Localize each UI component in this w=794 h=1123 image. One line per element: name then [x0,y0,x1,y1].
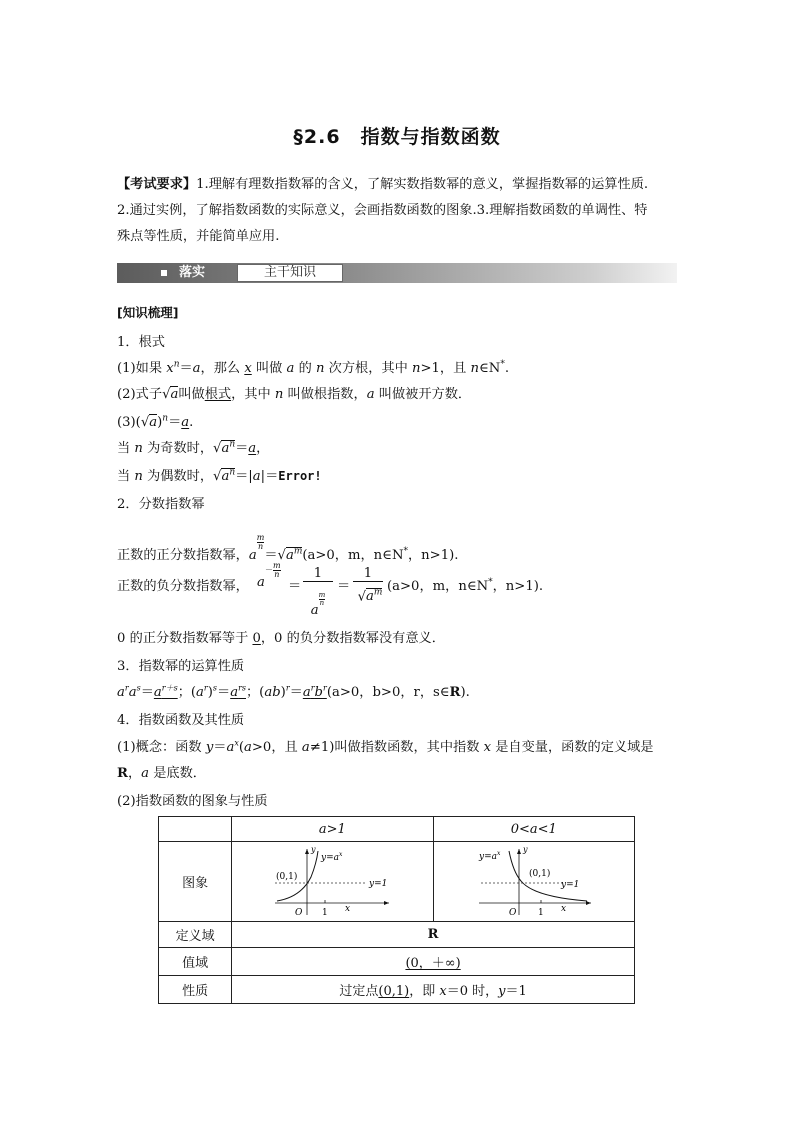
var: x [244,361,252,376]
var: a [248,548,257,563]
text: . [189,415,194,430]
text: (2)式子 [117,387,163,402]
s1-line5 [117,465,322,484]
var: a [365,589,374,605]
radical-sign-icon: √ [140,415,150,430]
axis-x-label: x [560,903,566,914]
text: 叫做 [178,387,205,402]
s2-line1 [117,534,458,563]
radical-sign-icon: √ [277,548,286,563]
var: n [162,413,169,424]
var: a [221,469,230,484]
var: a [128,685,137,700]
table-row-domain [159,922,635,948]
text: ＝ [168,415,182,430]
text: 过定点 [339,984,379,999]
text: ＝ [288,579,302,594]
var: n [315,361,325,376]
tick-label: 1 [322,907,329,918]
row-label-domain: 定义域 [159,922,232,948]
text: ＝ [217,685,231,700]
s2-heading: 2．分数指数幂 [117,497,205,512]
var: n [134,469,143,484]
var: n [319,599,325,607]
text: ∈N [479,361,501,376]
text: ) [157,415,163,430]
var: a [257,575,265,590]
var: y [498,984,506,999]
text: 叫做被开方数． [374,387,472,402]
knowledge-header: [知识梳理] [117,305,179,320]
curve-label: $y=a^x$ [321,850,343,863]
text: 的 [294,361,316,376]
point-label: (0,1) [528,868,551,879]
bold-R: R [449,685,461,700]
text: ，n>1). [407,548,459,563]
var: a [170,387,179,402]
table-row-graph [159,842,635,922]
var: a [286,361,295,376]
radical-sign-icon: √ [213,469,222,484]
s2-line2-condition [387,575,543,594]
var: x [234,738,239,748]
text: ＝0 时， [446,984,499,999]
var: n [411,361,421,376]
text: 是自变量，函数的定义域是 [491,740,654,755]
tick-label: 1 [537,907,544,918]
text: 为偶数时， [142,469,214,484]
text: |＝ [260,469,279,484]
text: ， [260,631,275,646]
var: a [230,685,239,700]
line-label: y=1 [369,878,388,889]
s1-line3 [117,411,193,430]
text: ＝ [140,685,154,700]
exam-requirements [117,172,682,250]
var: a [153,685,162,700]
var: a [252,469,261,484]
var: r [285,683,290,693]
curve-label: $y=a^x$ [478,849,501,862]
var: n [173,359,180,370]
y-axis-arrow-icon [517,849,521,854]
var: y [205,740,214,755]
text: ＝ [235,441,249,456]
text: (a>0，m，n∈N [302,548,404,563]
row-label-graph: 图象 [159,842,232,922]
page-title: §2.6 指数与指数函数 [293,126,501,148]
text: 次方根，其中 [324,361,412,376]
var: n [257,542,264,551]
range-value [232,948,635,976]
requirements-line1: 1.理解有理数指数幂的含义，了解实数指数幂的意义，掌握指数幂的运算性质. [196,177,649,192]
text: (1)如果 [117,361,167,376]
s4-graph-caption: (2)指数函数的图象与性质 [117,794,268,809]
increasing-exp-graph [267,845,397,919]
var: a [141,766,150,781]
col-header-a-gt-1 [232,817,433,842]
text: 正数的正分数指数幂， [117,548,249,563]
y-axis-arrow-icon [305,849,309,854]
x-axis-arrow-icon [586,901,591,905]
text: ＝| [235,469,253,484]
domain-text: R [427,927,439,942]
graph-cell-increasing [232,842,433,922]
var: ab [264,685,281,700]
var: a [196,685,204,700]
error-text: Error! [278,469,322,483]
section-bar-right-label: 主干知识 [237,264,343,282]
fraction-numerator: 1 [303,566,333,582]
point-label: (0,1) [276,871,298,882]
s1-line1 [117,357,509,376]
requirements-label: 【考试要求】 [117,177,197,192]
var: a [244,740,252,755]
var: x [166,361,174,376]
text: (a>0，m，n∈N [387,579,489,594]
exp-function-table [158,816,635,1004]
text: ；( [177,685,197,700]
sup: * [500,359,505,370]
text: 0 [274,631,283,646]
bold-R: R [117,766,128,781]
graph-cell-decreasing [433,842,634,922]
axis-x-label: x [345,903,351,914]
var: r [124,683,129,693]
text: 当 [117,441,135,456]
var: a [310,603,319,618]
text: (a>0，b>0，r，s∈ [326,685,450,700]
var: r [310,683,315,693]
text: ， [256,441,270,456]
var: n [470,361,479,376]
text: 当 [117,469,135,484]
row-label-properties: 性质 [159,976,232,1004]
s4-concept-line1 [117,736,654,755]
requirements-line3: 殊点等性质，并能简单应用. [117,229,280,244]
text: ， [127,766,142,781]
text: ；( [246,685,265,700]
var: n [229,467,236,478]
text: ). [460,685,470,700]
s1-line2 [117,383,471,402]
x-axis-arrow-icon [384,901,389,905]
var: a [117,685,125,700]
radical-sign-icon: √ [162,387,171,402]
text: ＝ [337,579,351,594]
var: m [318,591,326,599]
s1-heading: 1．根式 [117,335,165,350]
text: ( [238,740,244,755]
range-text: (0，＋∞) [405,956,461,971]
var: m [293,546,303,557]
var: n [274,570,280,579]
text: 正数的负分数指数幂， [117,579,249,594]
var: s [136,683,141,693]
text: 叫做根指数， [283,387,367,402]
var: r＋s [161,683,178,693]
var: x [483,740,492,755]
radical-sign-icon: √ [357,589,366,605]
var: s [212,683,217,693]
s1-line4 [117,437,269,456]
sup: * [403,546,408,557]
text: . [504,361,510,376]
s3-heading: 3．指数幂的运算性质 [117,659,245,674]
text: 是底数． [149,766,206,781]
var: rs [238,683,246,693]
sup: * [488,577,493,588]
header-text: 0<a<1 [510,821,557,837]
row-label-range: 值域 [159,948,232,976]
section-bar-left-label: 落实 [179,265,206,280]
var: n [274,387,284,402]
text: ≠1)叫做指数函数，其中指数 [309,740,484,755]
var: m [373,588,383,598]
axis-y-label: y [522,844,528,854]
text: ＝ [264,548,278,563]
var: a [192,361,201,376]
table-row-properties [159,976,635,1004]
var: a [149,415,158,430]
origin-label: O [508,907,517,918]
text: (3)( [117,415,141,430]
var: a [226,740,235,755]
s2-line3 [117,627,445,646]
s3-formula [117,681,470,700]
text: 叫做 [251,361,287,376]
requirements-line2: 2.通过实例，了解指数函数的实际意义，会画指数函数的图象.3.理解指数函数的单调性、特 [117,203,648,218]
text: 为奇数时， [142,441,214,456]
domain-value [232,922,635,948]
text: 0 的正分数指数幂等于 [117,631,253,646]
var: r [322,683,327,693]
text: (1)概念：函数 [117,740,206,755]
underlined-term: 0 [252,631,261,646]
var: m [273,561,281,570]
var: a [248,441,257,456]
text: ＝1 [505,984,527,999]
radical-sign-icon: √ [213,441,222,456]
axis-y-label: y [311,844,316,854]
header-text: a>1 [318,821,346,837]
var: a [221,441,230,456]
table-corner-cell [159,817,232,842]
var: n [134,441,143,456]
s4-concept-line2 [117,762,206,781]
underlined-term: 根式 [204,387,232,402]
table-row-range [159,948,635,976]
var: a [366,387,375,402]
text: >1，且 [420,361,471,376]
section-bar [117,263,677,283]
text: ，即 [409,984,440,999]
var: a [302,685,311,700]
var: a [285,548,294,563]
var: m [256,533,265,542]
var: a [301,740,310,755]
s4-heading: 4．指数函数及其性质 [117,713,245,728]
text: >0，且 [251,740,302,755]
text: ，那么 [200,361,245,376]
origin-label: O [295,907,303,918]
fraction-numerator: 1 [353,566,383,582]
text: 的负分数指数幂没有意义． [282,631,445,646]
var: n [229,439,236,450]
table-header-row [159,817,635,842]
text: ) [280,685,286,700]
properties-value [232,976,635,1004]
line-label: y=1 [560,879,580,890]
text: ，其中 [231,387,275,402]
var: x [439,984,447,999]
var: a [181,415,190,430]
decreasing-exp-graph [469,845,599,919]
fixed-point: (0,1) [378,984,410,999]
var: r [203,683,208,693]
text: ＝ [213,740,227,755]
text: ＝ [179,361,193,376]
col-header-a-lt-1 [433,817,634,842]
text: － [265,565,273,574]
text: ，n>1). [492,579,544,594]
var: b [314,685,323,700]
bullet-square-icon [161,270,167,276]
text: ＝ [289,685,303,700]
text: ) [207,685,213,700]
